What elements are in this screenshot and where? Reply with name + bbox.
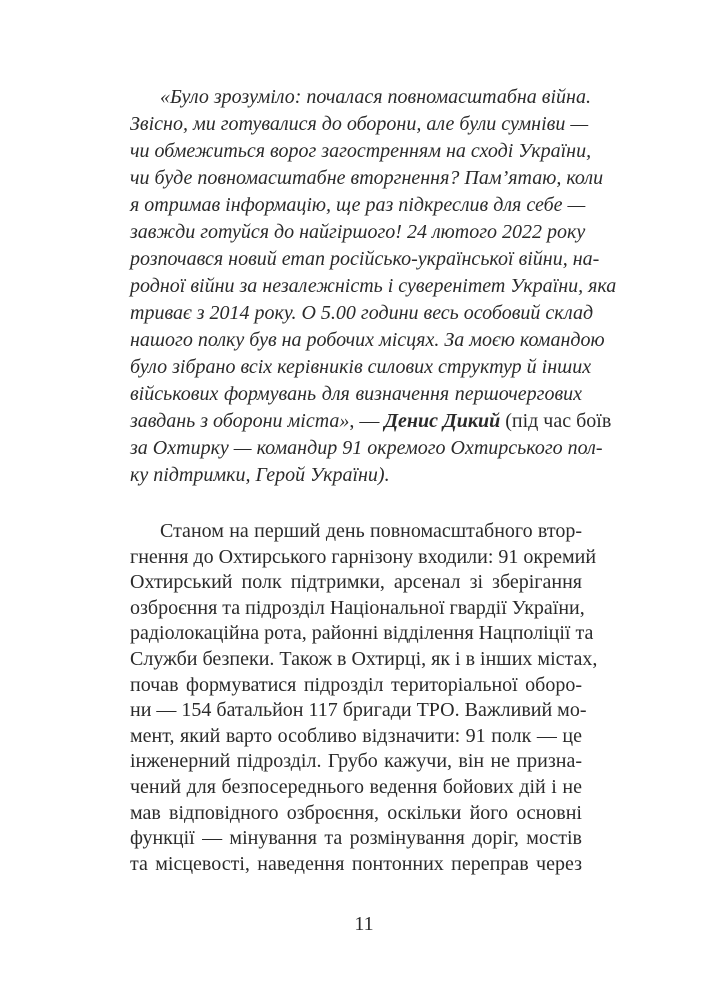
text-line: озброєння та підрозділ Національної гвардії України, xyxy=(130,596,585,619)
text-line: за Охтирку — командир 91 окремого Охтирського пол- xyxy=(130,437,603,459)
text-line: чений для безпосереднього ведення бойових дій і не xyxy=(130,775,582,798)
quote-paragraph xyxy=(130,84,617,489)
quote-end: завдань з оборони міста» xyxy=(130,410,350,432)
text-line: ку підтримки, Герой України). xyxy=(130,464,390,486)
text-line: «Було зрозуміло: почалася повномасштабна війна. xyxy=(160,86,591,108)
dash: , — xyxy=(349,410,385,432)
text-line: Служби безпеки. Також в Охтирці, як і в інших містах, xyxy=(130,647,598,670)
quote-author: Денис Дикий xyxy=(384,410,501,432)
attribution-line xyxy=(130,408,612,435)
text-line: радіолокаційна рота, районні відділення Нацполіції та xyxy=(130,622,594,645)
author-role: (під час боїв xyxy=(500,410,612,432)
text-line: Охтирський полк підтримки, арсенал зі зберігання xyxy=(130,571,582,594)
text-line: Звісно, ми готувалися до оборони, але були сумніви — xyxy=(130,113,589,135)
text-line: родної війни за незалежність і суверенітет України, яка xyxy=(130,275,617,297)
text-line: функції — мінування та розмінування доріг, мостів xyxy=(130,827,582,850)
text-line: військових формувань для визначення першочергових xyxy=(130,383,582,405)
text-line: триває з 2014 року. О 5.00 години весь особовий склад xyxy=(130,302,594,324)
text-line: нашого полку був на робочих місцях. За моєю командою xyxy=(130,329,605,351)
text-line: було зібрано всіх керівників силових структур й інших xyxy=(130,356,592,378)
text-line: мент, який варто особливо відзначити: 91 полк — це xyxy=(130,724,582,747)
text-line: Станом на перший день повномасштабного втор- xyxy=(160,520,582,542)
text-line: мав відповідного озброєння, оскільки його основні xyxy=(130,801,582,824)
page-number: 11 xyxy=(354,913,374,935)
text-line: гнення до Охтирського гарнізону входили: 91 окремий xyxy=(130,545,597,568)
text-line: я отримав інформацію, ще раз підкреслив для себе — xyxy=(130,194,586,216)
text-line: ни — 154 батальйон 117 бригади ТРО. Важливий мо- xyxy=(130,699,587,722)
text-line: розпочався новий етап російсько-української війни, на- xyxy=(130,248,600,270)
text-line: завжди готуйся до найгіршого! 24 лютого 2022 року xyxy=(130,221,586,243)
text-line: чи буде повномасштабне вторгнення? Пам’ятаю, коли xyxy=(130,167,604,189)
body-paragraph xyxy=(130,519,598,877)
text-line: чи обмежиться ворог загостренням на сході України, xyxy=(130,140,592,162)
text-line: почав формуватися підрозділ територіальної оборо- xyxy=(130,673,582,696)
text-line: та місцевості, наведення понтонних переправ через xyxy=(130,852,582,875)
text-line: інженерний підрозділ. Грубо кажучи, він не призна- xyxy=(130,750,582,773)
